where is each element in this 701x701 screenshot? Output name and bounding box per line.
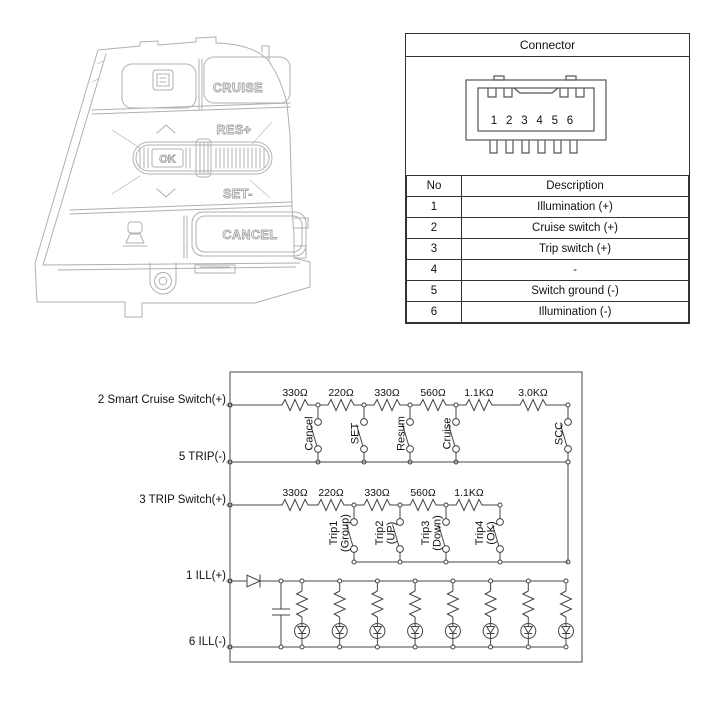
- cruise-button[interactable]: [204, 57, 290, 103]
- body-left-edge: [35, 50, 98, 263]
- svg-text:(Group): (Group): [339, 514, 352, 552]
- switch-label-trip4: Trip4: [474, 520, 486, 546]
- diode: [247, 575, 260, 587]
- table-row: [407, 197, 689, 218]
- cancel-label: CANCEL: [222, 228, 278, 242]
- led-branch: [483, 579, 498, 649]
- trip-resistor-row: [227, 487, 568, 564]
- table-row: [407, 218, 689, 239]
- led-branch: [370, 579, 385, 649]
- body-right-edge: [287, 104, 310, 262]
- pin-description: Trip switch (+): [462, 239, 689, 260]
- pin-description: Illumination (-): [462, 302, 689, 323]
- set-minus-label[interactable]: SET-: [223, 187, 253, 201]
- connector-title: Connector: [406, 34, 689, 57]
- table-row: [407, 302, 689, 323]
- resistor-value: 3.0KΩ: [518, 387, 548, 399]
- steering-switch-illustration: [35, 37, 310, 317]
- switch-label-resume: Resum: [395, 416, 408, 451]
- switch-label-trip3: Trip3: [420, 520, 432, 546]
- col-header-no: No: [407, 176, 462, 197]
- switch-label-cruise: Cruise: [441, 417, 454, 450]
- circuit-diagram: [98, 372, 582, 662]
- screw-boss: [155, 273, 172, 290]
- led-branch: [408, 579, 423, 649]
- capacitor: [273, 579, 290, 649]
- res-plus-label[interactable]: RES+: [216, 123, 252, 137]
- svg-text:4: 4: [536, 115, 543, 127]
- connector-drawing: [406, 57, 689, 175]
- switch-label-trip2: Trip2: [374, 520, 386, 546]
- terminal-label-ill-pos: 1 ILL(+): [186, 570, 226, 582]
- resistor-value: 330Ω: [282, 387, 308, 399]
- resistor-value: 330Ω: [282, 487, 308, 499]
- connector-panel: [405, 33, 690, 324]
- svg-text:2: 2: [505, 115, 513, 127]
- svg-text:(UP): (UP): [385, 521, 398, 545]
- cruise-label: CRUISE: [212, 81, 264, 95]
- up-chevron-icon[interactable]: [157, 125, 175, 133]
- switch-label-cancel: Cancel: [303, 416, 316, 451]
- pin-description: -: [462, 260, 689, 281]
- svg-text:3: 3: [521, 115, 528, 127]
- led-branch: [445, 579, 460, 649]
- rocker-pill: [133, 142, 272, 174]
- pin-description: Illumination (+): [462, 197, 689, 218]
- switch-label-scc: SCC: [553, 421, 566, 446]
- pin-no: 1: [407, 197, 462, 218]
- trip-pages-icon: [153, 70, 173, 90]
- pin-description: Switch ground (-): [462, 281, 689, 302]
- cruise-resistor-row: [227, 387, 571, 464]
- terminal-label-ill-neg: 6 ILL(-): [188, 636, 226, 648]
- resistor-value: 560Ω: [420, 387, 446, 399]
- terminal-label-trip-switch: 3 TRIP Switch(+): [139, 494, 226, 506]
- illumination-row: [227, 575, 574, 649]
- terminal-label-smart-cruise: 2 Smart Cruise Switch(+): [97, 394, 226, 406]
- pin-no: 5: [407, 281, 462, 302]
- resistor-value: 220Ω: [328, 387, 354, 399]
- resistor-value: 1.1KΩ: [464, 387, 494, 399]
- svg-text:(OK): (OK): [485, 521, 498, 545]
- pin-no: 4: [407, 260, 462, 281]
- switch-label-trip1: Trip1: [328, 520, 340, 546]
- resistor-value: 560Ω: [410, 487, 436, 499]
- svg-text:6: 6: [566, 115, 574, 127]
- led-branch: [332, 579, 347, 649]
- col-header-description: Description: [462, 176, 689, 197]
- resistor-value: 220Ω: [318, 487, 344, 499]
- ok-label: OK: [159, 153, 176, 166]
- svg-text:1: 1: [490, 115, 498, 127]
- voice-icon[interactable]: [123, 222, 147, 246]
- table-header-row: [407, 176, 689, 197]
- led-branch: [559, 579, 574, 649]
- svg-text:5: 5: [551, 115, 559, 127]
- table-row: [407, 281, 689, 302]
- connector-pin-table: [406, 175, 689, 323]
- circuit-box: [230, 372, 582, 662]
- svg-text:(Down): (Down): [431, 515, 444, 551]
- connector-pin-numbers: [491, 115, 573, 127]
- table-row: [407, 260, 689, 281]
- pin-no: 2: [407, 218, 462, 239]
- pin-no: 6: [407, 302, 462, 323]
- led-branch: [295, 579, 310, 649]
- switch-label-set: SET: [349, 422, 362, 445]
- pin-description: Cruise switch (+): [462, 218, 689, 239]
- resistor-value: 1.1KΩ: [454, 487, 484, 499]
- resistor-value: 330Ω: [374, 387, 400, 399]
- down-chevron-icon[interactable]: [157, 189, 175, 197]
- table-row: [407, 239, 689, 260]
- led-branch: [521, 579, 536, 649]
- pin-no: 3: [407, 239, 462, 260]
- terminal-label-trip-ground: 5 TRIP(-): [178, 451, 226, 463]
- resistor-value: 330Ω: [364, 487, 390, 499]
